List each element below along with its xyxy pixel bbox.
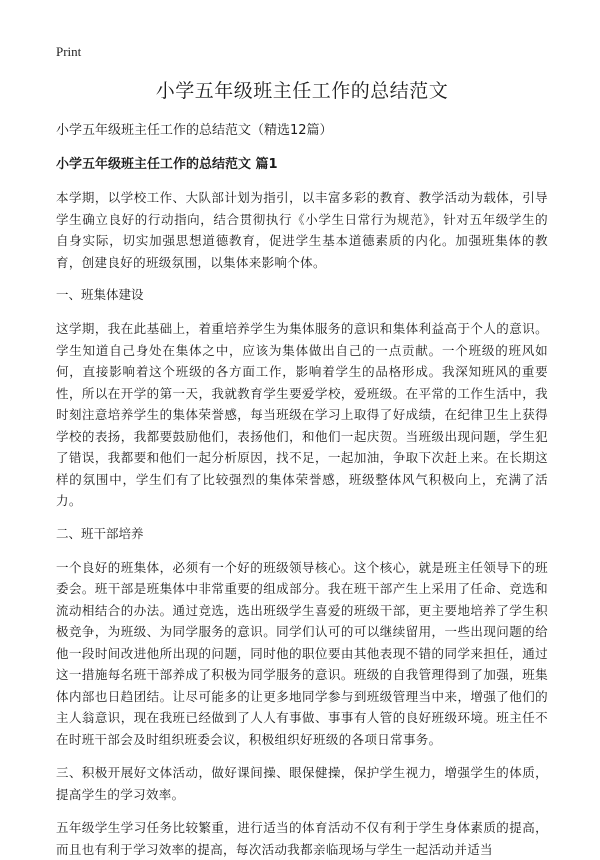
heading-class-building: 一、班集体建设: [56, 287, 144, 302]
paragraph-class-cadre: 一个良好的班集体，必须有一个好的班级领导核心。这个核心，就是班主任领导下的班委会。班干部是班集体中非常重要的组成部分。我在班干部产生上采用了任命、竞选和流动相结合的办法。通过竞选，选出班级学生喜爱的班级干部，更主要地培养了学生积极竞争，为班级、为同学服务的意识。同学们认可的可以继续留用，一些出现问题的给他一段时间改进他所出现的问题，同时他的职位要由其他表现不错的同学来担任，通过这一措施每名班干部养成了积极为同学服务的意识。班级的自我管理得到了加强，班集体内部也日趋团结。让尽可能多的让更多地同学参与到班级管理当中来，增强了他们的主人翁意识，现在我班已经做到了人人有事做、事事有人管的良好班级环境。班主任不在时班干部会及时组织班委会议，积极组织好班级的各项日常事务。: [56, 559, 548, 747]
intro-paragraph: 本学期，以学校工作、大队部计划为指引，以丰富多彩的教育、教学活动为载体，引导学生确立良好的行动指向，结合贯彻执行《小学生日常行为规范》，针对五年级学生的自身实际，切实加强思想道德教育，促进学生基本道德素质的内化。加强班集体的教育，创建良好的班级氛围，以集体来影响个体。: [56, 190, 548, 270]
paragraph-activities: 五年级学生学习任务比较繁重，进行适当的体育活动不仅有利于学生身体素质的提高，而且也有利于学习效率的提高，每次活动我都亲临现场与学生一起活动并适当: [56, 820, 548, 857]
heading-class-cadre: 二、班干部培养: [56, 525, 144, 541]
section-heading: 小学五年级班主任工作的总结范文 篇1: [56, 157, 278, 172]
print-link[interactable]: Print: [56, 44, 82, 59]
heading-activities: 三、积极开展好文体活动，做好课间操、眼保健操，保护学生视力，增强学生的体质，提高学生的学习效率。: [56, 765, 548, 802]
paragraph-class-building: 这学期，我在此基础上，着重培养学生为集体服务的意识和集体利益高于个人的意识。学生知道自己身处在集体之中，应该为集体做出自己的一点贡献。一个班级的班风如何，直接影响着这个班级的各方面工作，影响着学生的品格形成。我深知班风的重要性，所以在开学的第一天，我就教育学生要爱学校，爱班级。在平常的工作生活中，我时刻注意培养学生的集体荣誉感，每当班级在学习上取得了好成绩，在纪律卫生上获得学校的表扬，我都要鼓励他们，表扬他们，和他们一起庆贺。当班级出现问题，学生犯了错误，我都要和他们一起分析原因，找不足，一起加油，争取下次赶上来。在长期这样的氛围中，学生们有了比较强烈的集体荣誉感，班级整体风气积极向上，充满了活力。: [56, 321, 548, 508]
document-title: 小学五年级班主任工作的总结范文: [155, 80, 449, 102]
document-subtitle: 小学五年级班主任工作的总结范文（精选12篇）: [56, 123, 333, 138]
